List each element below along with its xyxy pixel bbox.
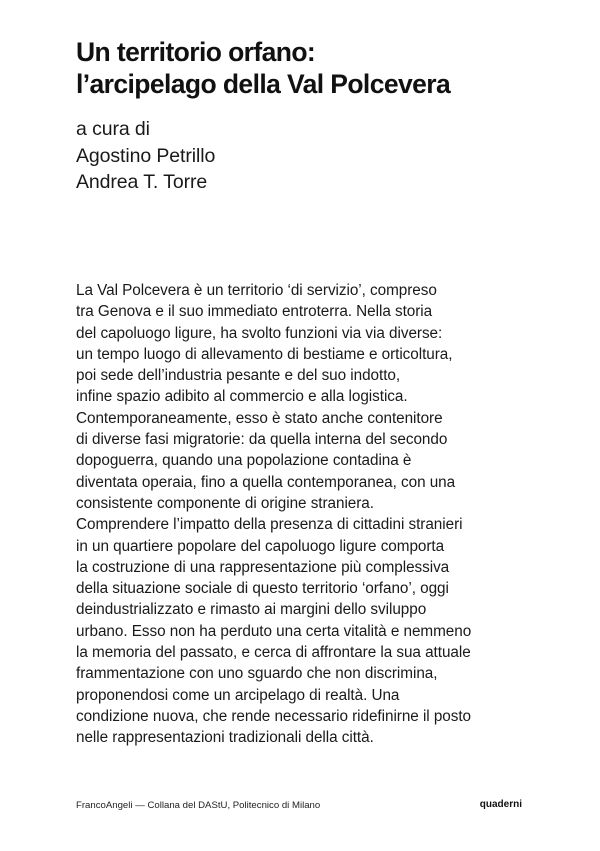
series-label: quaderni bbox=[479, 799, 522, 810]
book-title-line: l’arcipelago della Val Polcevera bbox=[76, 69, 451, 99]
description-line: urbano. Esso non ha perduto una certa vitalità e nemmeno bbox=[76, 622, 472, 640]
description-line: La Val Polcevera è un territorio ‘di servizio’, compreso bbox=[76, 282, 437, 299]
description-line: infine spazio adibito al commercio e alla logistica. bbox=[76, 388, 408, 406]
description-line: proponendosi come un arcipelago di realtà. Una bbox=[76, 686, 400, 704]
editors-block bbox=[76, 116, 215, 196]
publisher-line: FrancoAngeli — Collana del DAStU, Politecnico di Milano bbox=[76, 800, 321, 811]
description-line: in un quartiere popolare del capoluogo ligure comporta bbox=[76, 537, 445, 555]
book-description bbox=[76, 280, 471, 749]
description-line: un tempo luogo di allevamento di bestiame e orticoltura, bbox=[76, 345, 453, 363]
description-line: deindustrializzato e rimasto ai margini dello sviluppo bbox=[76, 601, 427, 619]
editor-name: Andrea T. Torre bbox=[76, 171, 208, 193]
description-line: del capoluogo ligure, ha svolto funzioni via via diverse: bbox=[76, 324, 443, 342]
description-line: diventata operaia, fino a quella contemporanea, con una bbox=[76, 473, 456, 491]
editor-name: Agostino Petrillo bbox=[76, 144, 216, 167]
description-line: la costruzione di una rappresentazione più complessiva bbox=[76, 558, 450, 576]
description-line: nelle rappresentazioni tradizionali della città. bbox=[76, 729, 374, 747]
description-line: di diverse fasi migratorie: da quella interna del secondo bbox=[76, 431, 448, 449]
editors-intro: a cura di bbox=[76, 118, 150, 140]
description-line: frammentazione con uno sguardo che non discrimina, bbox=[76, 665, 438, 683]
description-line: dopoguerra, quando una popolazione contadina è bbox=[76, 452, 412, 470]
book-title bbox=[76, 36, 450, 100]
book-title-line: Un territorio orfano: bbox=[76, 37, 316, 67]
description-line: poi sede dell’industria pesante e del suo indotto, bbox=[76, 367, 401, 385]
description-line: la memoria del passato, e cerca di affrontare la sua attuale bbox=[76, 644, 471, 662]
description-line: della situazione sociale di questo territorio ‘orfano’, oggi bbox=[76, 580, 449, 598]
description-line: consistente componente di origine straniera. bbox=[76, 494, 374, 512]
description-line: tra Genova e il suo immediato entroterra. Nella storia bbox=[76, 303, 433, 321]
description-line: Comprendere l’impatto della presenza di cittadini stranieri bbox=[76, 516, 463, 534]
description-line: Contemporaneamente, esso è stato anche contenitore bbox=[76, 409, 443, 427]
description-line: condizione nuova, che rende necessario ridefinirne il posto bbox=[76, 707, 472, 725]
